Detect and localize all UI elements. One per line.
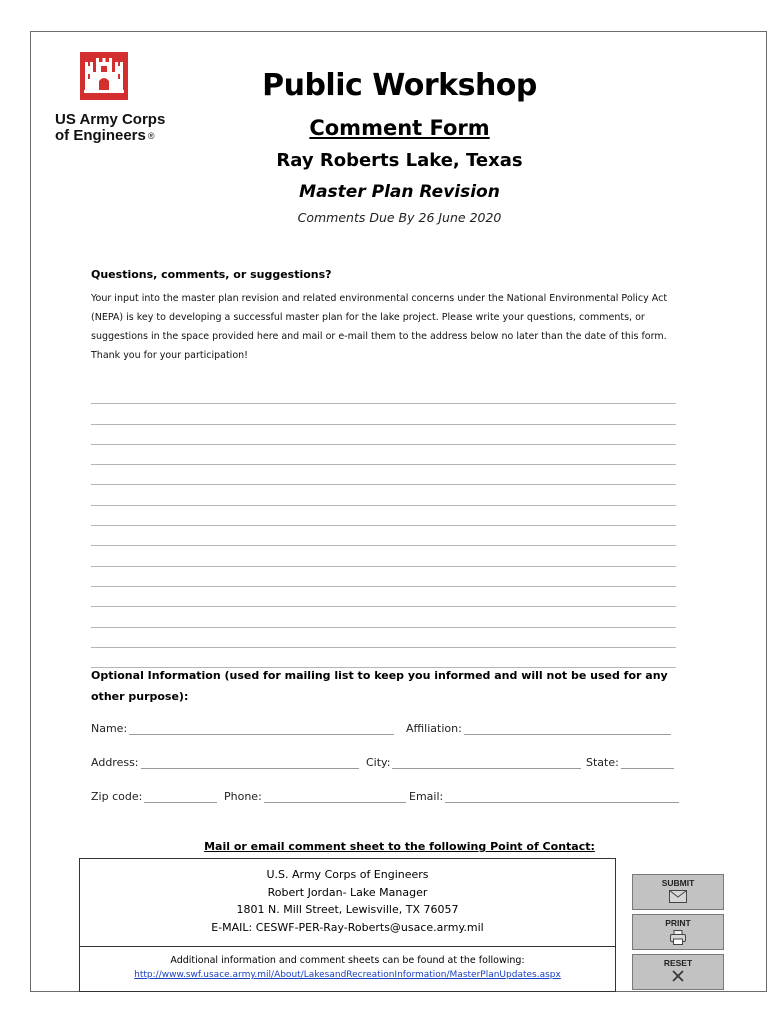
name-field[interactable] [91,717,394,735]
poc-email: E-MAIL: CESWF-PER-Ray-Roberts@usace.army.mil [211,920,484,934]
city-label: City: [366,756,391,769]
poc-heading: Mail or email comment sheet to the following Point of Contact: [204,840,595,853]
submit-button[interactable] [632,874,724,910]
comment-line[interactable] [91,506,676,526]
master-plan-link[interactable]: http://www.swf.usace.army.mil/About/LakesandRecreationInformation/MasterPlanUpdates.aspx [134,970,561,980]
poc-person: Robert Jordan- Lake Manager [267,885,428,899]
page-title: Public Workshop [262,68,537,103]
lake-name: Ray Roberts Lake, Texas [276,150,523,171]
comment-line[interactable] [91,628,676,648]
envelope-icon [669,890,687,903]
email-label: Email: [409,790,444,803]
state-field[interactable] [586,751,674,769]
comment-line[interactable] [91,567,676,587]
questions-instructions: Your input into the master plan revision and related environmental concerns under the National Environmental Policy Act (NEPA) is key to developing a successful master plan for the lake project. Please write your questions, comments, or suggestions in the space provided here and mail or e-mail them to the address below no later than the date of this form. Thank you for your participation! [91,293,668,361]
comment-line[interactable] [91,445,676,465]
plan-title: Master Plan Revision [299,182,500,202]
zip-input[interactable] [144,791,217,803]
comment-line[interactable] [91,546,676,566]
affiliation-field[interactable] [406,717,671,735]
comment-line[interactable] [91,384,676,404]
logo-line-2: of Engineers [55,127,146,144]
address-input[interactable] [141,757,359,769]
optional-info-heading: Optional Information (used for mailing list to keep you informed and will not be used for any other purpose): [91,669,668,703]
registered-mark: ® [147,131,155,142]
email-input[interactable] [445,791,679,803]
due-date: Comments Due By 26 June 2020 [297,210,502,225]
comment-form-page [30,31,767,992]
poc-address-block [80,859,615,947]
city-field[interactable] [366,751,581,769]
print-label: PRINT [665,918,691,928]
poc-street: 1801 N. Mill Street, Lewisville, TX 76057 [236,903,459,916]
comment-line[interactable] [91,404,676,424]
printer-icon [670,930,686,945]
address-label: Address: [91,756,139,769]
poc-more-info [80,947,615,983]
phone-label: Phone: [224,790,262,803]
form-subtitle: Comment Form [309,116,490,140]
address-field[interactable] [91,751,359,769]
email-field[interactable] [409,785,679,803]
city-input[interactable] [392,757,581,769]
submit-label: SUBMIT [661,878,695,888]
state-input[interactable] [621,757,674,769]
print-button[interactable] [632,914,724,950]
reset-label: RESET [663,958,693,968]
poc-box [79,858,616,992]
affiliation-input[interactable] [464,723,671,735]
phone-field[interactable] [224,785,406,803]
comment-line[interactable] [91,607,676,627]
comment-line[interactable] [91,526,676,546]
phone-input[interactable] [264,791,406,803]
logo-line-1: US Army Corps [55,111,166,128]
state-label: State: [586,756,619,769]
questions-heading: Questions, comments, or suggestions? [91,268,332,281]
comment-line[interactable] [91,425,676,445]
reset-button[interactable] [632,954,724,990]
more-info-text: Additional information and comment sheets can be found at the following: [170,955,525,966]
comment-line[interactable] [91,465,676,485]
poc-org: U.S. Army Corps of Engineers [266,868,429,881]
name-input[interactable] [129,723,394,735]
comment-line[interactable] [91,587,676,607]
zip-label: Zip code: [91,790,143,803]
zip-field[interactable] [91,785,217,803]
comment-line[interactable] [91,485,676,505]
comment-lines-area[interactable] [91,384,676,668]
name-label: Name: [91,722,128,735]
affiliation-label: Affiliation: [406,722,462,735]
close-x-icon [672,970,684,982]
